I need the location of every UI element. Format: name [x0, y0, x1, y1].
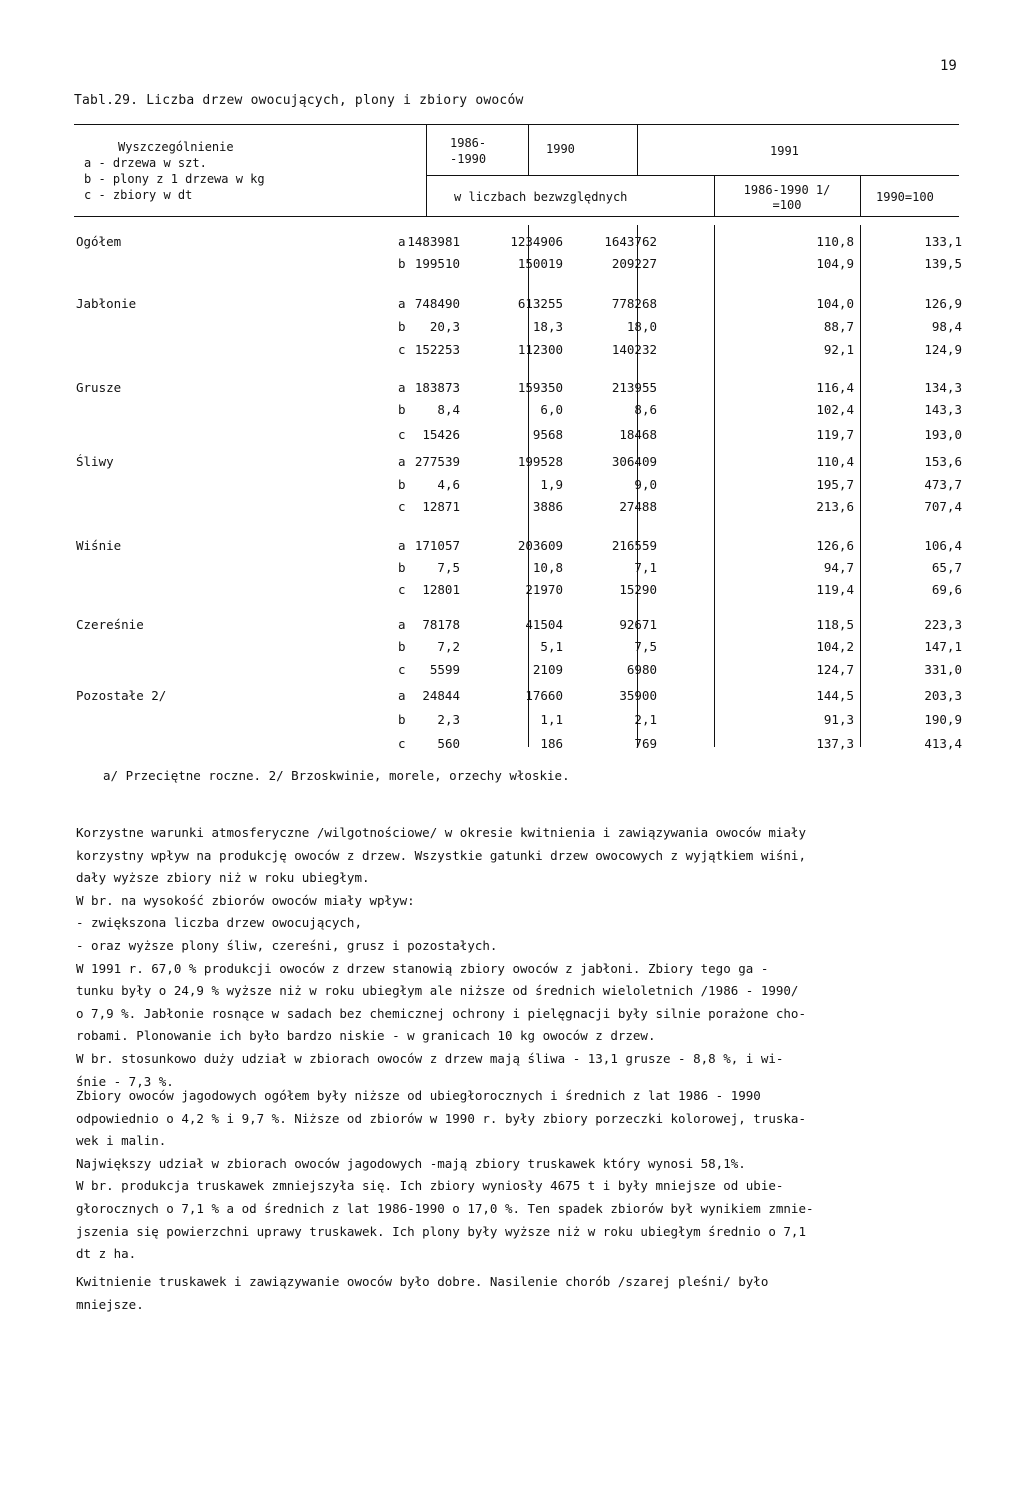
cell-1990: 1234906: [510, 234, 563, 249]
cell-index-1990: 331,0: [924, 662, 962, 677]
row-letter: a: [398, 688, 406, 703]
cell-1986-1990: 277539: [414, 454, 460, 469]
row-letter: c: [398, 662, 406, 677]
cell-1990: 18,3: [532, 319, 563, 334]
row-letter: c: [398, 736, 406, 751]
cell-index-1990: 134,3: [924, 380, 962, 395]
table-row: [0, 582, 1024, 602]
cell-1991: 18468: [619, 427, 657, 442]
paragraph-line: tunku były o 24,9 % wyższe niż w roku ubiegłym ale niższe od średnich wieloletnich /1986 - 1990/: [76, 983, 799, 999]
cell-1990: 203609: [517, 538, 563, 553]
cell-1986-1990: 24844: [422, 688, 460, 703]
cell-index-1990: 133,1: [924, 234, 962, 249]
cell-index-1990: 65,7: [931, 560, 962, 575]
cell-index-1986: 88,7: [823, 319, 854, 334]
table-row: [0, 617, 1024, 637]
cell-1991: 7,1: [634, 560, 657, 575]
cell-index-1990: 413,4: [924, 736, 962, 751]
paragraph-line: - zwiększona liczba drzew owocujących,: [76, 915, 362, 931]
row-letter: a: [398, 296, 406, 311]
row-letter: b: [398, 319, 406, 334]
legend-b: b - plony z 1 drzewa w kg: [84, 172, 265, 186]
cell-1986-1990: 78178: [422, 617, 460, 632]
cell-1990: 2109: [532, 662, 563, 677]
table-row: [0, 662, 1024, 682]
cell-index-1986: 104,9: [816, 256, 854, 271]
paragraph-line: robami. Plonowanie ich było bardzo niskie - w granicach 10 kg owoców z drzew.: [76, 1028, 656, 1044]
legend-heading: Wyszczególnienie: [118, 140, 234, 154]
row-letter: c: [398, 582, 406, 597]
paragraph-line: Największy udział w zbiorach owoców jagodowych -mają zbiory truskawek który wynosi 58,1%.: [76, 1155, 746, 1171]
header-bottom-rule: [74, 216, 959, 217]
cell-index-1986: 144,5: [816, 688, 854, 703]
paragraph-line: W br. stosunkowo duży udział w zbiorach owoców z drzew mają śliwa - 13,1 grusze - 8,8 %, i wi-: [76, 1050, 784, 1066]
table-row: [0, 342, 1024, 362]
cell-1990: 21970: [525, 582, 563, 597]
row-label: Śliwy: [76, 454, 114, 469]
cell-index-1990: 147,1: [924, 639, 962, 654]
cell-1991: 306409: [611, 454, 657, 469]
table-row: [0, 234, 1024, 254]
cell-index-1990: 126,9: [924, 296, 962, 311]
paragraph-line: śnie - 7,3 %.: [76, 1073, 174, 1089]
paragraph-line: głorocznych o 7,1 % a od średnich z lat 1986-1990 o 17,0 %. Ten spadek zbiorów był wynikiem zmnie-: [76, 1200, 814, 1216]
cell-1990: 5,1: [540, 639, 563, 654]
cell-1991: 92671: [619, 617, 657, 632]
cell-1990: 10,8: [532, 560, 563, 575]
legend-a: a - drzewa w szt.: [84, 156, 207, 170]
row-letter: a: [398, 538, 406, 553]
cell-1986-1990: 4,6: [437, 477, 460, 492]
table-row: [0, 538, 1024, 558]
page-number: 19: [940, 58, 957, 74]
row-label: Jabłonie: [76, 296, 137, 311]
row-letter: a: [398, 617, 406, 632]
cell-index-1986: 116,4: [816, 380, 854, 395]
cell-index-1990: 139,5: [924, 256, 962, 271]
paragraph-line: dt z ha.: [76, 1246, 137, 1262]
col-1990: 1990: [546, 142, 575, 156]
cell-index-1986: 137,3: [816, 736, 854, 751]
cell-index-1990: 153,6: [924, 454, 962, 469]
paragraph-line: korzystny wpływ na produkcję owoców z drzew. Wszystkie gatunki drzew owocowych z wyjątkiem wiśni,: [76, 847, 806, 863]
cell-1991: 7,5: [634, 639, 657, 654]
paragraph-line: - oraz wyższe plony śliw, czereśni, grusz i pozostałych.: [76, 937, 498, 953]
cell-1990: 3886: [532, 499, 563, 514]
cell-index-1986: 104,0: [816, 296, 854, 311]
table-row: [0, 380, 1024, 400]
row-letter: a: [398, 380, 406, 395]
cell-1986-1990: 8,4: [437, 402, 460, 417]
cell-1991: 216559: [611, 538, 657, 553]
cell-1990: 9568: [532, 427, 563, 442]
paragraph-line: W br. na wysokość zbiorów owoców miały wpływ:: [76, 892, 415, 908]
cell-1986-1990: 748490: [414, 296, 460, 311]
cell-1990: 150019: [517, 256, 563, 271]
cell-1986-1990: 152253: [414, 342, 460, 357]
paragraph-line: Zbiory owoców jagodowych ogółem były niższe od ubiegłorocznych i średnich z lat 1986 - 1990: [76, 1088, 761, 1103]
table-row: [0, 712, 1024, 732]
col-base-1986-line1: 1986-1990 1/: [743, 183, 831, 197]
cell-index-1990: 203,3: [924, 688, 962, 703]
cell-1986-1990: 171057: [414, 538, 460, 553]
row-label: Grusze: [76, 380, 122, 395]
cell-1986-1990: 12871: [422, 499, 460, 514]
row-letter: b: [398, 402, 406, 417]
cell-1991: 209227: [611, 256, 657, 271]
paragraph-line: o 7,9 %. Jabłonie rosnące w sadach bez chemicznej ochrony i pielęgnacji były silnie porażone cho-: [76, 1005, 806, 1021]
cell-1991: 27488: [619, 499, 657, 514]
row-label: Ogółem: [76, 234, 122, 249]
row-letter: b: [398, 712, 406, 727]
cell-1986-1990: 199510: [414, 256, 460, 271]
cell-1991: 35900: [619, 688, 657, 703]
table-row: [0, 477, 1024, 497]
cell-index-1990: 190,9: [924, 712, 962, 727]
table-row: [0, 256, 1024, 276]
cell-1991: 769: [634, 736, 657, 751]
cell-index-1990: 143,3: [924, 402, 962, 417]
table-row: [0, 319, 1024, 339]
cell-index-1990: 124,9: [924, 342, 962, 357]
row-letter: c: [398, 342, 406, 357]
cell-1990: 6,0: [540, 402, 563, 417]
cell-1991: 778268: [611, 296, 657, 311]
cell-1990: 199528: [517, 454, 563, 469]
cell-1986-1990: 15426: [422, 427, 460, 442]
body-paragraph: [76, 822, 956, 1093]
cell-index-1986: 104,2: [816, 639, 854, 654]
cell-1991: 140232: [611, 342, 657, 357]
cell-1990: 1,1: [540, 712, 563, 727]
cell-index-1986: 118,5: [816, 617, 854, 632]
header-divider: [714, 175, 715, 216]
cell-index-1990: 193,0: [924, 427, 962, 442]
paragraph-line: W 1991 r. 67,0 % produkcji owoców z drzew stanowią zbiory owoców z jabłoni. Zbiory tego ga -: [76, 960, 769, 976]
legend-c: c - zbiory w dt: [84, 188, 193, 202]
table-footnote: a/ Przeciętne roczne. 2/ Brzoskwinie, morele, orzechy włoskie.: [103, 768, 570, 783]
cell-1990: 112300: [517, 342, 563, 357]
cell-index-1986: 126,6: [816, 538, 854, 553]
paragraph-line: odpowiednio o 4,2 % i 9,7 %. Niższe od zbiorów w 1990 r. były zbiory porzeczki kolorowej, truska-: [76, 1110, 806, 1126]
col-absolute: w liczbach bezwzględnych: [454, 190, 628, 204]
cell-index-1986: 102,4: [816, 402, 854, 417]
table-row: [0, 560, 1024, 580]
paragraph-line: Korzystne warunki atmosferyczne /wilgotnościowe/ w okresie kwitnienia i zawiązywania owoców miały: [76, 825, 806, 840]
table-row: [0, 688, 1024, 708]
row-letter: b: [398, 477, 406, 492]
cell-index-1986: 124,7: [816, 662, 854, 677]
cell-1986-1990: 20,3: [429, 319, 460, 334]
table-row: [0, 454, 1024, 474]
cell-index-1986: 94,7: [823, 560, 854, 575]
header-divider: [426, 125, 427, 216]
cell-index-1986: 110,8: [816, 234, 854, 249]
cell-index-1986: 195,7: [816, 477, 854, 492]
cell-1986-1990: 1483981: [407, 234, 460, 249]
header-inner-rule: [426, 175, 959, 176]
table-row: [0, 639, 1024, 659]
cell-1986-1990: 7,5: [437, 560, 460, 575]
row-letter: b: [398, 256, 406, 271]
cell-1990: 186: [540, 736, 563, 751]
cell-1991: 6980: [626, 662, 657, 677]
cell-1986-1990: 7,2: [437, 639, 460, 654]
cell-index-1986: 213,6: [816, 499, 854, 514]
paragraph-line: jszenia się powierzchni uprawy truskawek. Ich plony były wyższe niż w roku ubiegłym średnio o 7,1: [76, 1223, 806, 1239]
cell-index-1990: 98,4: [931, 319, 962, 334]
cell-1991: 9,0: [634, 477, 657, 492]
cell-index-1990: 69,6: [931, 582, 962, 597]
body-paragraph: [76, 1085, 956, 1266]
cell-index-1986: 119,4: [816, 582, 854, 597]
header-divider: [860, 175, 861, 216]
cell-index-1986: 92,1: [823, 342, 854, 357]
paragraph-line: mniejsze.: [76, 1296, 144, 1312]
cell-1991: 15290: [619, 582, 657, 597]
cell-1991: 1643762: [604, 234, 657, 249]
cell-1990: 41504: [525, 617, 563, 632]
row-letter: c: [398, 427, 406, 442]
row-label: Wiśnie: [76, 538, 122, 553]
row-letter: a: [398, 454, 406, 469]
cell-index-1986: 119,7: [816, 427, 854, 442]
row-label: Czereśnie: [76, 617, 144, 632]
row-label: Pozostałe 2/: [76, 688, 167, 703]
row-letter: b: [398, 560, 406, 575]
cell-1990: 1,9: [540, 477, 563, 492]
cell-1991: 18,0: [626, 319, 657, 334]
row-letter: c: [398, 499, 406, 514]
table-row: [0, 736, 1024, 756]
cell-1990: 613255: [517, 296, 563, 311]
cell-index-1986: 91,3: [823, 712, 854, 727]
paragraph-line: W br. produkcja truskawek zmniejszyła się. Ich zbiory wyniosły 4675 t i były mniejsze od ubie-: [76, 1178, 784, 1194]
cell-1991: 2,1: [634, 712, 657, 727]
cell-index-1990: 707,4: [924, 499, 962, 514]
cell-1990: 159350: [517, 380, 563, 395]
table-top-rule: [74, 124, 959, 125]
col-1986-1990-line2: -1990: [450, 152, 487, 166]
col-base-1986-line2: =100: [772, 198, 802, 212]
row-letter: b: [398, 639, 406, 654]
table-title: Tabl.29. Liczba drzew owocujących, plony i zbiory owoców: [74, 93, 524, 108]
cell-1990: 17660: [525, 688, 563, 703]
cell-1986-1990: 5599: [429, 662, 460, 677]
table-row: [0, 296, 1024, 316]
cell-1986-1990: 2,3: [437, 712, 460, 727]
header-divider: [637, 125, 638, 175]
cell-index-1990: 473,7: [924, 477, 962, 492]
paragraph-line: Kwitnienie truskawek i zawiązywanie owoców było dobre. Nasilenie chorób /szarej pleśni/ było: [76, 1274, 769, 1289]
cell-index-1990: 223,3: [924, 617, 962, 632]
cell-1986-1990: 560: [437, 736, 460, 751]
row-letter: a: [398, 234, 406, 249]
header-divider: [528, 125, 529, 175]
cell-1991: 8,6: [634, 402, 657, 417]
cell-1986-1990: 12801: [422, 582, 460, 597]
col-1991: 1991: [770, 144, 799, 158]
cell-index-1986: 110,4: [816, 454, 854, 469]
table-row: [0, 427, 1024, 447]
table-row: [0, 499, 1024, 519]
table-row: [0, 402, 1024, 422]
body-paragraph: [76, 1271, 956, 1316]
cell-index-1990: 106,4: [924, 538, 962, 553]
cell-1986-1990: 183873: [414, 380, 460, 395]
col-base-1990: 1990=100: [876, 190, 934, 204]
cell-1991: 213955: [611, 380, 657, 395]
paragraph-line: dały wyższe zbiory niż w roku ubiegłym.: [76, 870, 370, 886]
paragraph-line: wek i malin.: [76, 1133, 167, 1149]
col-1986-1990-line1: 1986-: [450, 136, 487, 150]
